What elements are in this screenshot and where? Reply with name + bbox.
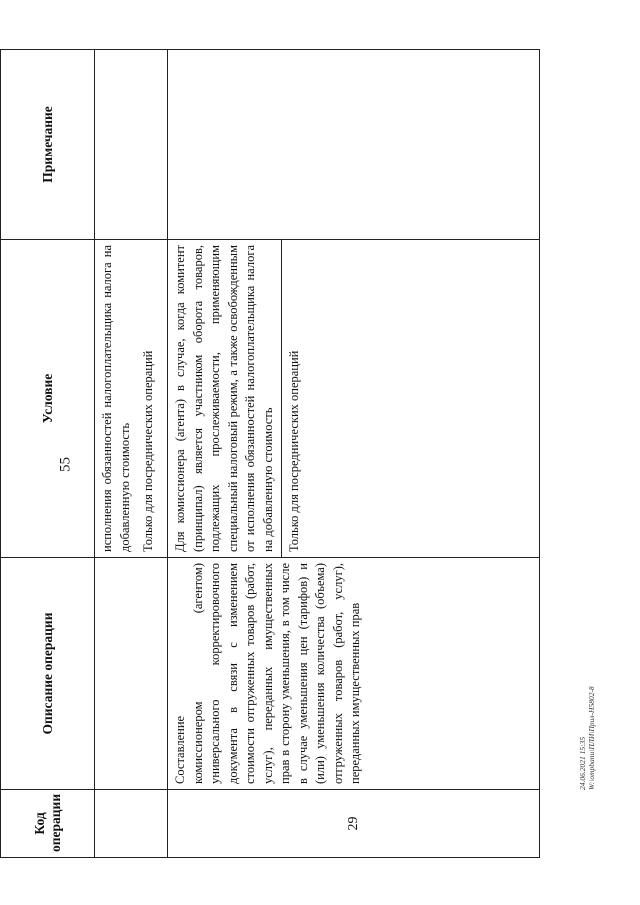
stamp-path: W:\ompbanu\ПЛИ\Прил-Н5802-8	[587, 686, 596, 790]
continued-description-cell	[95, 558, 168, 790]
page-number: 55	[57, 457, 74, 472]
table-row-continued	[95, 50, 168, 858]
row-29-note-cell	[168, 50, 540, 240]
continued-note-cell	[95, 50, 168, 240]
row-29-description-cell	[168, 558, 540, 790]
table-row-29	[168, 50, 540, 858]
row-29-code: 29	[168, 790, 540, 858]
continued-condition-intermediary: Только для посреднических операций	[141, 350, 155, 552]
continued-code-cell	[95, 790, 168, 858]
row-29-description: Составление комиссионером (агентом) универсального корректировочного документа в связи с изменением стоимости отгруженных товаров (работ, услуг), переданных имущественных прав в сторону уменьшения, в том числе в случае уменьшения цен (тарифов) и (или) уменьшения количества (объема) отгруженных товаров (работ, услуг), переданных имущественных прав	[173, 563, 362, 784]
row-29-condition-part2: Только для посреднических операций	[287, 350, 301, 552]
row-29-condition-part1: Для комиссионера (агента) в случае, когда комитент (принципал) является участником оборота товаров, подлежащих прослеживаемости, применяющим специальный налоговый режим, а также освобожденным от исполнения обязанностей налогоплательщика налога на добавленную стоимость	[168, 240, 282, 557]
continued-condition-cell	[95, 240, 168, 558]
header-code: Код операции	[1, 790, 95, 858]
row-29-condition-cell	[168, 240, 540, 558]
rotated-table-container	[0, 50, 540, 858]
stamp-date: 24.06.2021 15:35	[578, 736, 587, 790]
header-condition: Условие	[1, 240, 95, 558]
header-description: Описание операции	[1, 558, 95, 790]
file-stamp	[578, 686, 596, 790]
operations-table	[0, 49, 540, 858]
header-note: Примечание	[1, 50, 95, 240]
continued-condition-text: исполнения обязанностей налогоплательщика налога на добавленную стоимость	[100, 245, 132, 552]
